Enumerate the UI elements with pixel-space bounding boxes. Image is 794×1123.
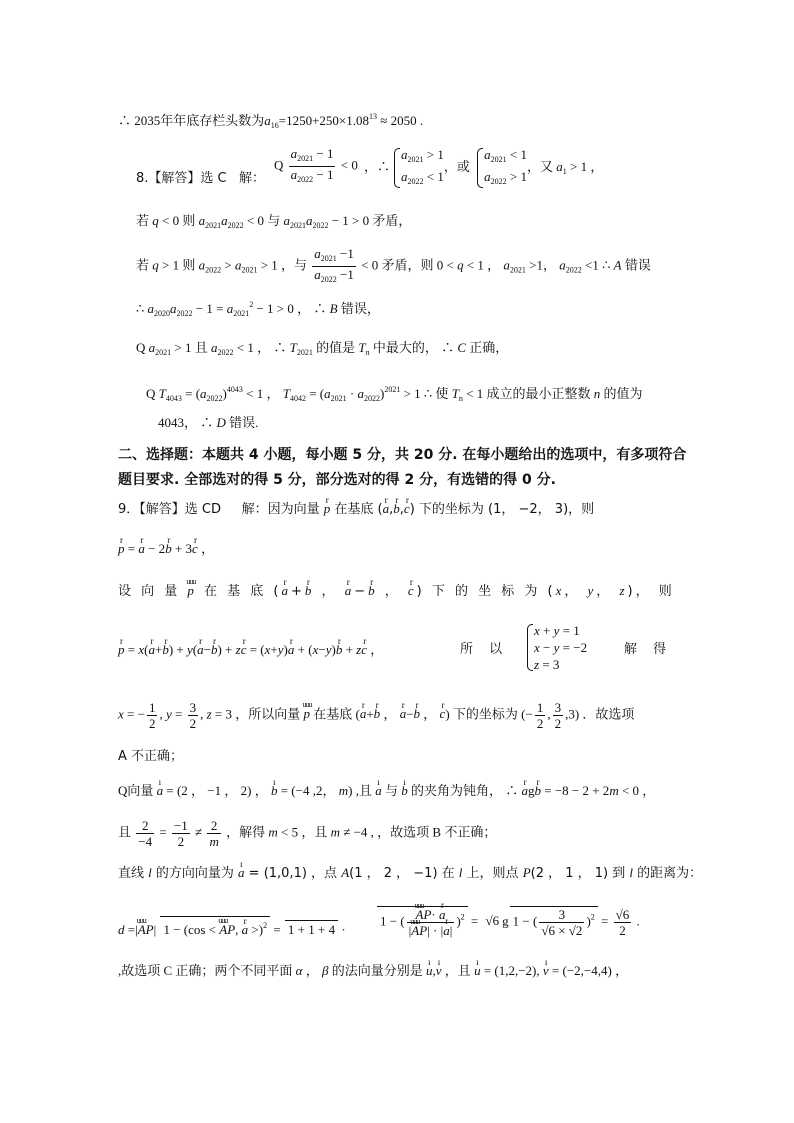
- q8-line-7: Q $T_{4043} = (a_{2022})^{4043} < 1$ ， $T_{4042} = (a_{2021} \cdot a_{2022})^{2021} > 1$ ∴ 使 $T_n < 1$ 成立的最小正整数 n 的值为: [146, 385, 643, 403]
- q9-line-1: 9．【解答】选 CD 解：因为向量 r p 在基底 (r a,r b,r c) 下的坐标为 (1， −2， 3)，则: [118, 500, 594, 519]
- section2-heading-line2: 题目要求. 全部选对的得 5 分，部分选对的得 2 分，有选错的得 0 分.: [118, 472, 556, 488]
- q8-line-3: 若 q < 0 则 $a_{2021}a_{2022} < 0$ 与 $a_{2021}a_{2022} - 1 > 0$ 矛盾，: [136, 213, 412, 230]
- q9-line-7: Q向量 ı a = (2 ， −1 ， 2) ， ı b = (−4 ,2， m) ,且 ı a 与 ı b 的夹角为钝角， ∴ r agr b = −8 − 2 + 2m < 0 ，: [118, 782, 655, 800]
- q9-line-9: 直线 l 的方向向量为 ı a = (1,0,1) ，点 A(1 ， 2 ， −1) 在 l 上，则点 P(2 ， 1 ， 1) 到 l 的距离为：: [118, 864, 702, 883]
- q8-line-8: 4043， ∴ D 错误.: [158, 415, 259, 430]
- q8-line-5: ∴ $a_{2020}a_{2022} - 1 = a_{2021}^2 - 1 > 0$ ， ∴ B 错误，: [136, 300, 380, 318]
- q9-line-11: ,故选项 C 正确；两个不同平面 α ， β 的法向量分别是 ı u,ı v ，且 ı u = (1,2,−2), ı v = (−2,−4,4) ，: [118, 962, 628, 980]
- q8-label: 8.【解答】选 C 解：: [136, 171, 266, 186]
- q9-line-3: 设 向 量 uuu p 在 基 底 (r a+r b ， r a−r b ， r c) 下 的 坐 标 为 (x， y， z)， 则: [118, 582, 675, 601]
- q9-line-6: A 不正确；: [118, 749, 184, 764]
- q8-line-4: 若 q > 1 则 $a_{2022} > a_{2021} > 1$ ，与 $\frac{a_{2021} -1}{a_{2022} -1}$ < 0 矛盾，则 0 < q < 1 ， $a_{2021} >1$， $a_{2022} <1$ ∴ A 错误: [136, 246, 651, 284]
- q9-line-5: x = − $\frac{1}{2}$ , y = $\frac{3}{2}$ , z = 3 ，所以向量 uuu p 在基底 (r a+r b ， r a−r b ， r c) 下的坐标为 (− $\frac{1}{2}$ , $\frac{3}{2}$ ,3) ．故选项: [118, 700, 634, 731]
- section2-heading-line1: 二、选择题：本题共 4 小题，每小题 5 分，共 20 分. 在每小题给出的选项中，有多项符合: [118, 447, 687, 463]
- q8-line-6: Q $a_{2021} > 1$ 且 $a_{2022} < 1$ ， ∴ $T_{2021}$ 的值是 $T_n$ 中最大的， ∴ C 正确，: [136, 340, 509, 357]
- q9-line-8: 且 $\frac{2}{-4}$ = $\frac{-1}{2}$ ≠ $\frac{2}{m}$ ，解得 m < 5 ，且 m ≠ −4 , ，故选项 B 不正确；: [118, 818, 497, 849]
- q9-line-2: r p = r a − 2r b + 3r c ，: [118, 540, 214, 558]
- line-2035-herd: ∴ 2035年年底存栏头数为$a_{16}=1250+250\times 1.08^{13} \approx 2050$ .: [118, 112, 424, 130]
